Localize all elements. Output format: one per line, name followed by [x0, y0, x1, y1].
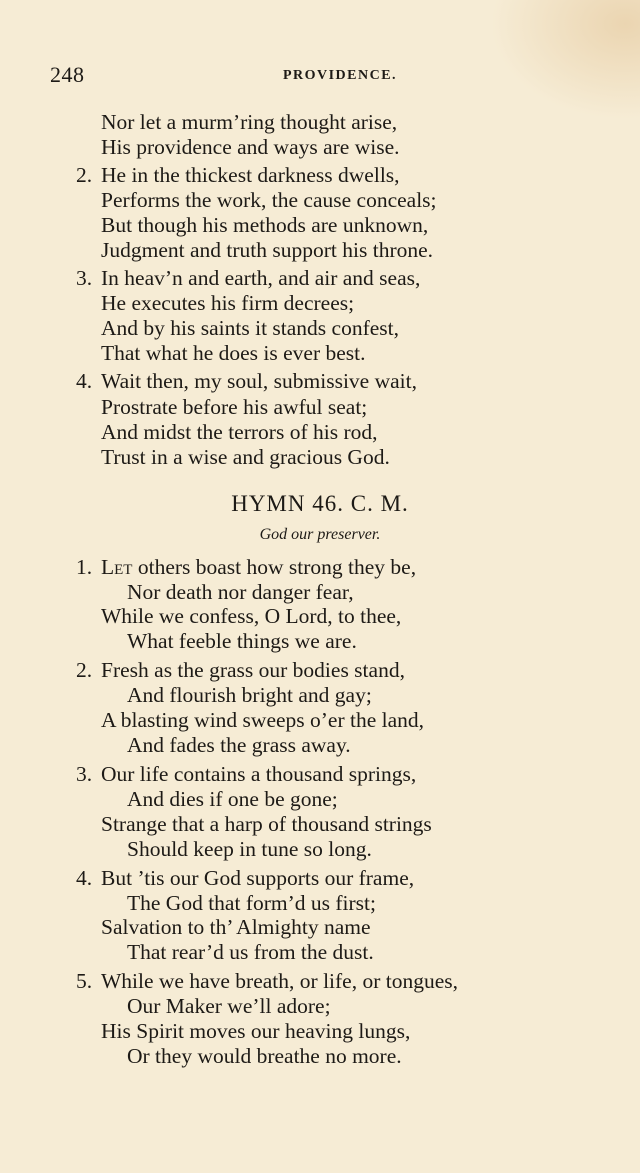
- book-page: 248 PROVIDENCE. Nor let a murm’ring thought arise, His providence and ways are wise. 2. He in the thickest darkness dwells, Performs the work, the cause conceals; But though his methods are unknown, Judgment and truth support his throne. 3. In heav’n and earth, and air and seas, He executes his firm decrees; And by his saints it stands confest, That what he does is ever best. 4. Wait then, my soul, submissive wait, Prostrate before his awful seat; And midst the terrors of his rod, Trust in a wise and gracious God. HYMN 46. C. M. God our preserver. 1. Let others boast how strong they be, Nor death nor danger fear, While we confess, O Lord, to thee, What feeble things we are. 2. Fresh as the grass our bodies stand, And flourish bright and gay; A blasting wind sweeps o’er the land, And fades the grass away. 3. Our life contains a thousand springs, And dies if one be gone; Strange that a harp of thousand strings Should keep in tune so long. 4. But ’tis our God supports our frame, The God that form’d us first; Salvation to th’ Almighty name That rear’d us from the dust. 5. While we have breath, or life, or tongues, Our Maker we’ll adore; His Spirit moves our heaving lungs, Or they would breathe no more.: [0, 0, 640, 1173]
- stanza-number: 3.: [76, 266, 93, 290]
- hymn-subtitle: God our preserver.: [259, 526, 381, 543]
- stanza-number: 2.: [76, 163, 93, 187]
- stanza-number: 3.: [76, 762, 93, 786]
- page-header: [50, 60, 590, 94]
- stanza-number: 4.: [76, 866, 93, 890]
- page-number: 248: [50, 62, 85, 87]
- stanza-number: 4.: [76, 369, 93, 393]
- stanza-number: 2.: [76, 658, 93, 682]
- running-title: PROVIDENCE.: [282, 68, 398, 83]
- stanza-number: 1.: [76, 555, 93, 579]
- drop-word: Let: [101, 555, 133, 579]
- hymn-title: HYMN 46. C. M.: [231, 491, 409, 516]
- stanza-number: 5.: [76, 969, 93, 993]
